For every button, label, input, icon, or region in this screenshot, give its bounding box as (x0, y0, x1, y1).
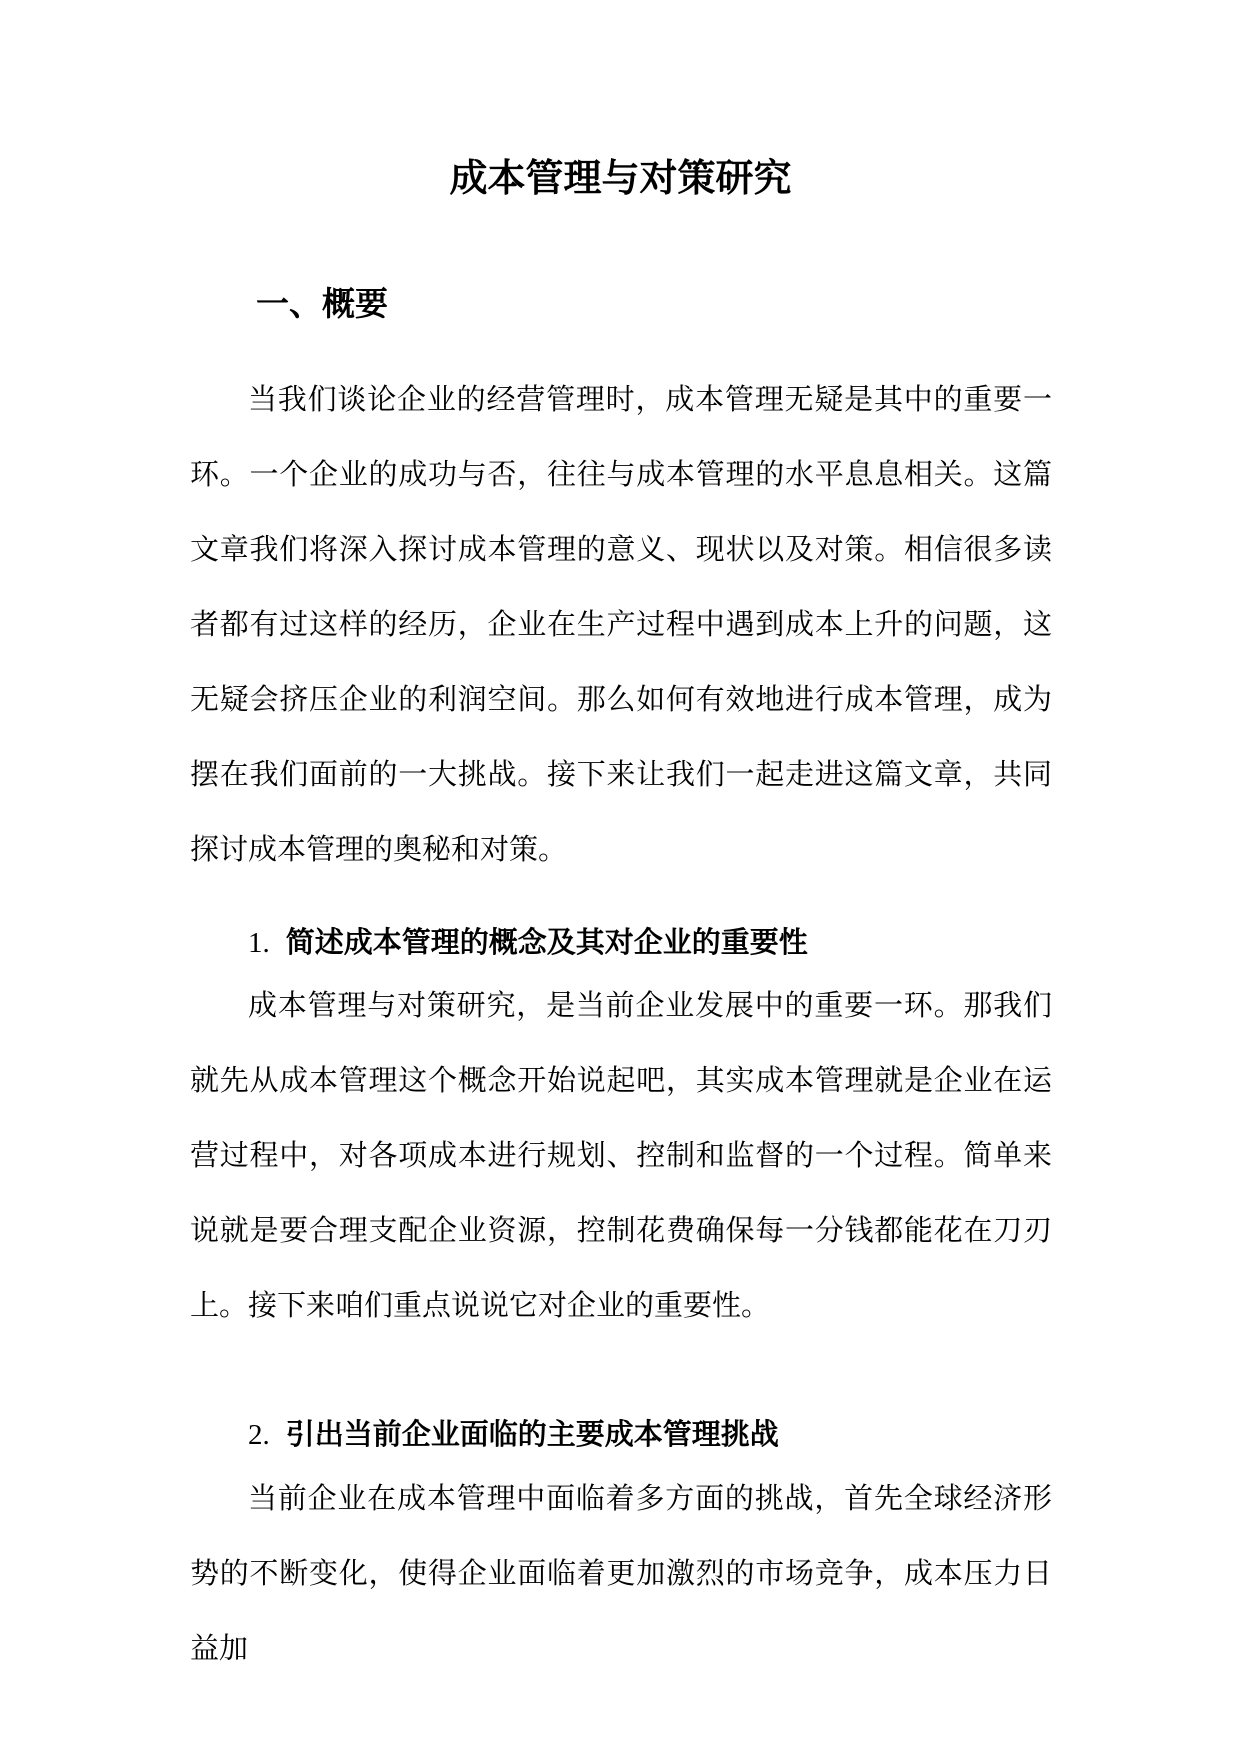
document-title: 成本管理与对策研究 (449, 156, 792, 200)
overview-paragraph: 当我们谈论企业的经营管理时，成本管理无疑是其中的重要一环。一个企业的成功与否，往往与成本管理的水平息息相关。这篇文章我们将深入探讨成本管理的意义、现状以及对策。相信很多读者都有过这样的经历，企业在生产过程中遇到成本上升的问题，这无疑会挤压企业的利润空间。那么如何有效地进行成本管理，成为摆在我们面前的一大挑战。接下来让我们一起走进这篇文章，共同探讨成本管理的奥秘和对策。 (190, 382, 1052, 866)
subsection-title-2: 引出当前企业面临的主要成本管理挑战 (285, 1417, 779, 1451)
subsection-heading-2 (248, 1412, 779, 1457)
subsection-number-1: 1. (248, 927, 270, 959)
section-heading-overview: 一、概要 (256, 284, 388, 323)
subsection-2-paragraph: 当前企业在成本管理中面临着多方面的挑战，首先全球经济形势的不断变化，使得企业面临着更加激烈的市场竞争，成本压力日益加 (190, 1481, 1052, 1665)
subsection-number-2: 2. (248, 1419, 270, 1451)
subsection-1-paragraph: 成本管理与对策研究，是当前企业发展中的重要一环。那我们就先从成本管理这个概念开始说起吧，其实成本管理就是企业在运营过程中，对各项成本进行规划、控制和监督的一个过程。简单来说就是要合理支配企业资源，控制花费确保每一分钱都能花在刀刃上。接下来咱们重点说说它对企业的重要性。 (190, 988, 1052, 1322)
subsection-heading-1 (248, 920, 808, 965)
subsection-title-1: 简述成本管理的概念及其对企业的重要性 (285, 925, 808, 959)
